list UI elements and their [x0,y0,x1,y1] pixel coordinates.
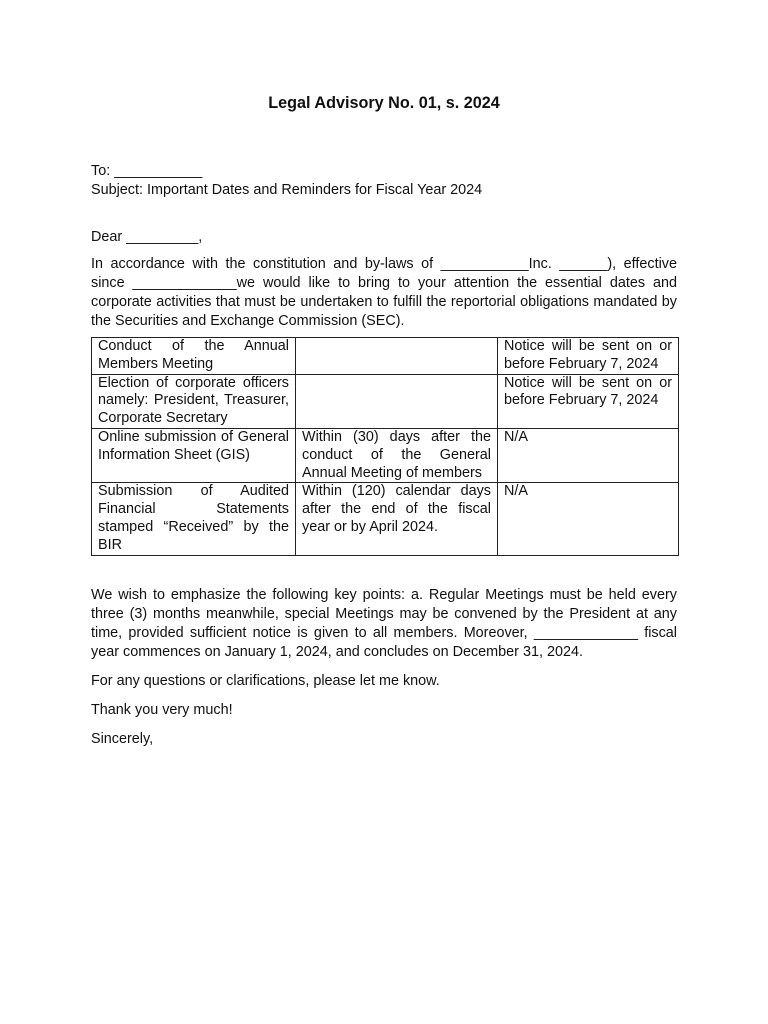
note-cell: N/A [498,428,679,482]
to-line: To: ___________ [91,163,203,179]
activity-cell: Conduct of the Annual Members Meeting [92,338,296,375]
closing-line: Sincerely, [91,730,154,747]
questions-line: For any questions or clarifications, please let me know. [91,672,440,689]
table-row [92,374,679,428]
deadline-cell: Within (120) calendar days after the end of the fiscal year or by April 2024. [296,483,498,555]
note-cell: Notice will be sent on or before February 7, 2024 [498,338,679,375]
activity-cell: Online submission of General Information Sheet (GIS) [92,428,296,482]
document-body [91,92,677,759]
salutation: Dear _________, [91,229,203,245]
note-cell: Notice will be sent on or before February 7, 2024 [498,374,679,428]
deadline-cell [296,338,498,375]
activity-cell: Submission of Audited Financial Statements stamped “Received” by the BIR [92,483,296,555]
thanks-line: Thank you very much! [91,701,233,718]
subject-line: Subject: Important Dates and Reminders for Fiscal Year 2024 [91,182,483,198]
key-points-paragraph: We wish to emphasize the following key points: a. Regular Meetings must be held every three (3) months meanwhile, special Meetings may be convened by the President at any time, provided sufficient notice is given to all members. Moreover, _____________ fiscal year commences on January 1, 2024, and concludes on December 31, 2024. [91,586,677,660]
table-row [92,483,679,555]
deadline-cell [296,374,498,428]
table-row [92,428,679,482]
note-cell: N/A [498,483,679,555]
activity-cell: Election of corporate officers namely: President, Treasurer, Corporate Secretary [92,374,296,428]
table-row [92,338,679,375]
intro-paragraph: In accordance with the constitution and by-laws of ___________Inc. ______), effective since _____________we would like to bring to your attention the essential dates and corporate activities that must be undertaken to fulfill the reportorial obligations mandated by the Securities and Exchange Commission (SEC). [91,256,677,329]
deadline-cell: Within (30) days after the conduct of the General Annual Meeting of members [296,428,498,482]
reminders-table [91,337,679,556]
page-title: Legal Advisory No. 01, s. 2024 [268,94,500,112]
